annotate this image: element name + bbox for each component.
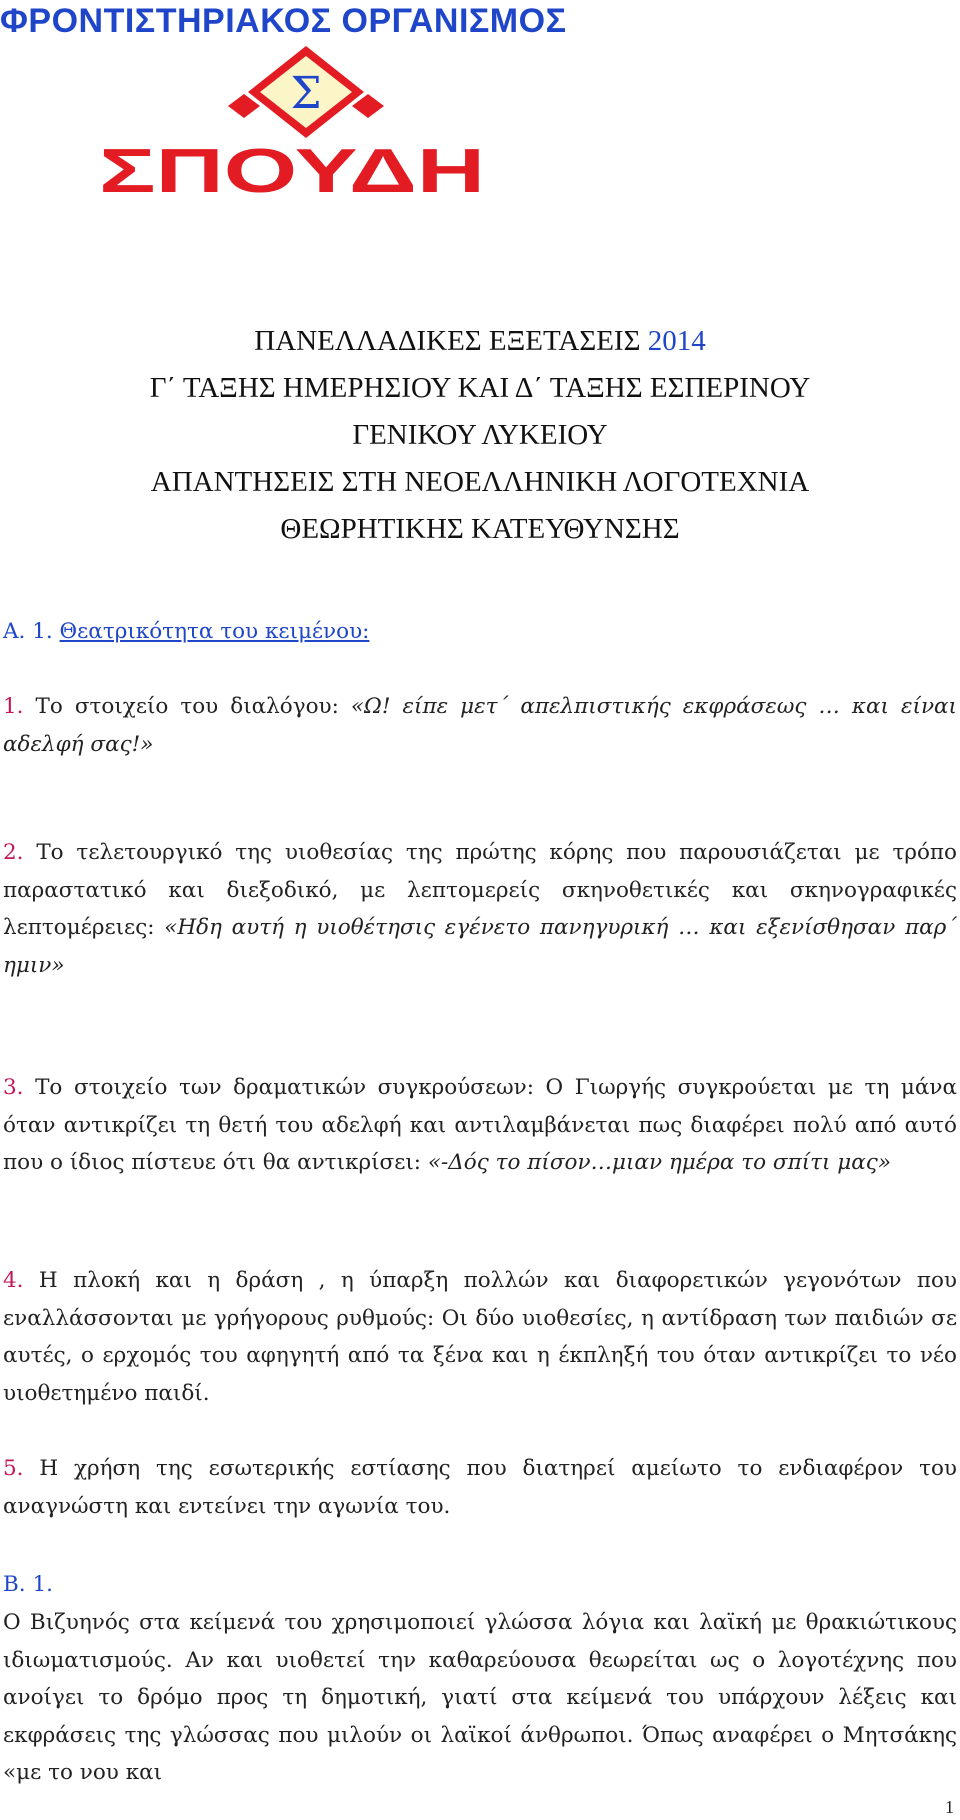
answer-item-3: 3. Το στοιχείο των δραματικών συγκρούσεων: Ο Γιωργής συγκρούεται με τη μάνα όταν αντικρίζει τη θετή του αδελφή και αντιλαμβάνεται πως διαφέρει πολύ από αυτό που ο ίδιος πίστευε ότι θα αντικρίσει: «-Δός το πίσον…μιαν ημέρα το σπίτι μας» [3, 1075, 957, 1175]
answer-item-2: 2. Το τελετουργικό της υιοθεσίας της πρώτης κόρης που παρουσιάζεται με τρόπο παραστατικό και διεξοδικό, με λεπτομερείς σκηνοθετικές και σκηνογραφικές λεπτομέρειες: «Ηδη αυτή η υιοθέτησις εγένετο πανηγυρική … και εξενίσθησαν παρ΄ ημιν» [3, 840, 958, 978]
exam-title-line5: ΘΕΩΡΗΤΙΚΗΣ ΚΑΤΕΥΘΥΝΣΗΣ [280, 513, 680, 545]
exam-year: 2014 [647, 325, 706, 357]
logo-wordmark: ΣΠΟΥΔΗ [99, 137, 485, 202]
exam-title-line3: ΓΕΝΙΚΟΥ ΛΥΚΕΙΟΥ [352, 419, 608, 451]
spoudi-logo [92, 42, 492, 202]
section-b-paragraph: Ο Βιζυηνός στα κείμενά του χρησιμοποιεί γλώσσα λόγια και λαϊκή με θρακιώτικους ιδιωματισμούς. Αν και υιοθετεί την καθαρεύουσα θεωρείται ως ο λογοτέχνης που ανοίγει το δρόμο προς τη δημοτική, γιατί στα κείμενά του υπάρχουν λέξεις και εκφράσεις της γλώσσας που μιλούν οι λαϊκοί άνθρωποι. Όπως αναφέρει ο Μητσάκης «με το νου και [3, 1610, 957, 1785]
exam-title-block [0, 318, 960, 553]
logo-sigma: Σ [290, 68, 322, 119]
page-number: 1 [945, 1797, 954, 1817]
organization-title: ΦΡΟΝΤΙΣΤΗΡΙΑΚΟΣ ΟΡΓΑΝΙΣΜΟΣ [0, 2, 567, 40]
section-a-heading: Α. 1. Θεατρικότητα του κειμένου: [3, 619, 370, 644]
section-a-title: Θεατρικότητα του κειμένου: [59, 619, 370, 644]
section-b-heading: Β. 1. [3, 1572, 53, 1597]
exam-title-line4: ΑΠΑΝΤΗΣΕΙΣ ΣΤΗ ΝΕΟΕΛΛΗΝΙΚΗ ΛΟΓΟΤΕΧΝΙΑ [150, 466, 810, 498]
exam-title-line1: ΠΑΝΕΛΛΑΔΙΚΕΣ ΕΞΕΤΑΣΕΙΣ 2014 [254, 325, 706, 357]
answer-item-1: 1. Το στοιχείο του διαλόγου: «Ω! είπε μετ΄ απελπιστικής εκφράσεως … και είναι αδελφή σας!» [3, 694, 957, 757]
answer-item-5: 5. Η χρήση της εσωτερικής εστίασης που διατηρεί αμείωτο το ενδιαφέρον του αναγνώστη και εντείνει την αγωνία του. [3, 1456, 957, 1519]
answer-item-4: 4. Η πλοκή και η δράση , η ύπαρξη πολλών και διαφορετικών γεγονότων που εναλλάσσονται με γρήγορους ρυθμούς: Οι δύο υιοθεσίες, η αντίδραση των παιδιών σε αυτές, ο ερχομός του αφηγητή από τα ξένα και η έκπληξή του όταν αντικρίζει το νέο υιοθετημένο παιδί. [3, 1268, 957, 1406]
exam-title-line2: Γ΄ ΤΑΞΗΣ ΗΜΕΡΗΣΙΟΥ ΚΑΙ Δ΄ ΤΑΞΗΣ ΕΣΠΕΡΙΝΟΥ [149, 372, 811, 404]
